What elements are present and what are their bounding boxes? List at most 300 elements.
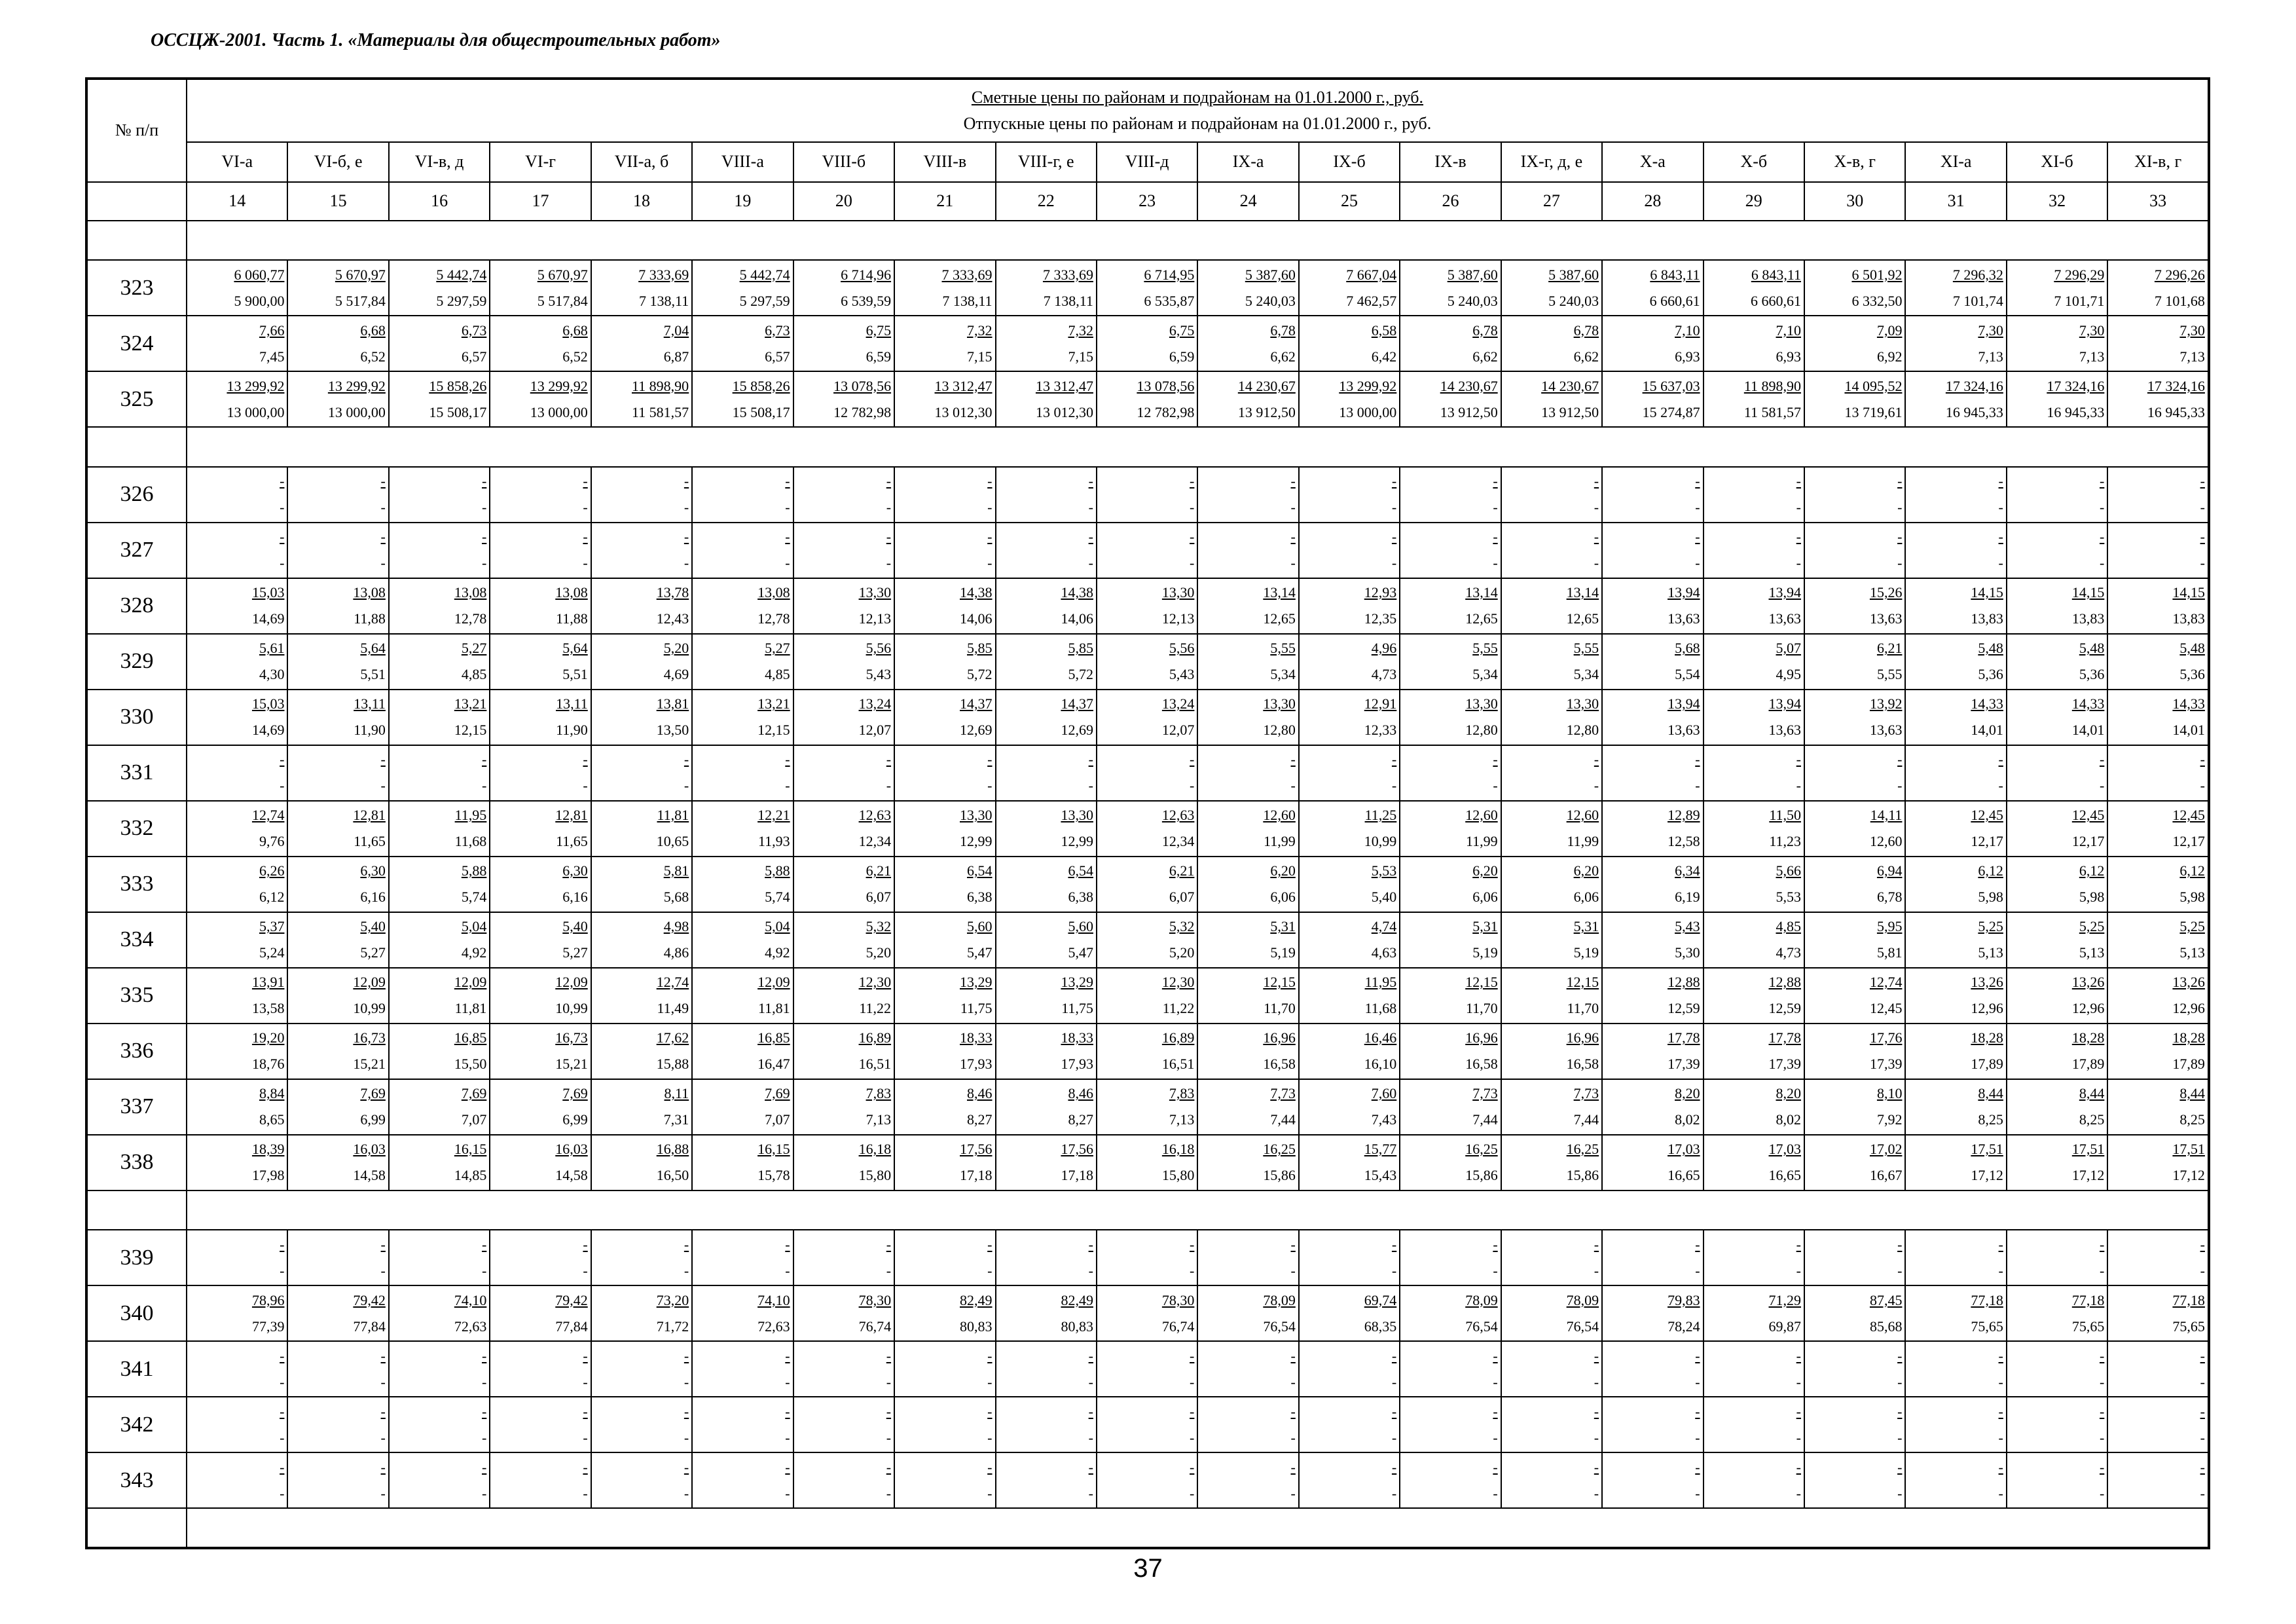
release-price: -: [1190, 1373, 1195, 1390]
price-cell: [2107, 1230, 2209, 1285]
estimated-price: 77,18: [2071, 1291, 2105, 1308]
release-price: -: [1088, 1373, 1093, 1390]
price-cell: [894, 578, 995, 634]
price-cell: [1197, 1341, 1298, 1397]
estimated-price: 7 296,29: [2054, 266, 2105, 283]
release-price: -: [1695, 499, 1700, 516]
row-number: 343: [86, 1452, 187, 1508]
price-cell: [793, 260, 894, 316]
release-price: 5 240,03: [1548, 292, 1599, 309]
price-cell: [389, 467, 490, 523]
estimated-price: 6,30: [562, 862, 588, 879]
release-price: 7,13: [2179, 348, 2205, 365]
price-cell: [389, 523, 490, 578]
price-cell: [1704, 968, 1804, 1024]
price-cell: [1804, 968, 1905, 1024]
estimated-price: 14,11: [1870, 807, 1903, 824]
row-number: 325: [86, 371, 187, 427]
release-price: 77,39: [251, 1318, 285, 1335]
price-cell: [1097, 1135, 1197, 1190]
estimated-price: 12,63: [858, 807, 892, 824]
price-cell: [1501, 1135, 1602, 1190]
price-cell: [1704, 1397, 1804, 1452]
price-cell: [187, 1397, 287, 1452]
release-price: 5,34: [1573, 666, 1599, 683]
release-price: -: [1088, 1485, 1093, 1502]
release-price: 11,49: [657, 1000, 689, 1017]
estimated-price: 5 670,97: [335, 266, 386, 283]
estimated-price: 77,18: [2172, 1291, 2205, 1308]
price-cell: [187, 260, 287, 316]
row-number: 331: [86, 745, 187, 801]
release-price: 17,89: [2071, 1056, 2105, 1073]
price-cell: [1804, 690, 1905, 745]
document-header: ОССЦЖ-2001. Часть 1. «Материалы для общестроительных работ»: [151, 30, 721, 50]
price-cell: [1400, 1230, 1501, 1285]
price-cell: [692, 523, 793, 578]
release-price: -: [683, 1485, 689, 1502]
price-cell: [591, 1079, 692, 1135]
release-price: -: [1796, 1485, 1801, 1502]
estimated-price: 18,33: [960, 1029, 993, 1046]
price-cell: [996, 1397, 1097, 1452]
row-number: 336: [86, 1024, 187, 1079]
release-price: -: [886, 1485, 892, 1502]
estimated-price: 8,20: [1675, 1085, 1700, 1102]
release-price: -: [2200, 1262, 2205, 1279]
release-price: 6,59: [866, 348, 892, 365]
release-price: 5,13: [1978, 944, 2003, 961]
estimated-price: -: [1088, 1403, 1093, 1420]
estimated-price: 13,94: [1768, 584, 1801, 601]
price-cell: [1602, 316, 1703, 371]
price-cell: [1299, 801, 1400, 857]
district-header: VI-г: [490, 142, 591, 182]
row-number: 324: [86, 316, 187, 371]
estimated-price: -: [2200, 1458, 2205, 1475]
release-price: 5,24: [259, 944, 285, 961]
row-number: 333: [86, 857, 187, 912]
release-price: 4,73: [1371, 666, 1397, 683]
estimated-price: -: [1897, 528, 1903, 545]
district-header: X-б: [1704, 142, 1804, 182]
release-price: 5,34: [1270, 666, 1296, 683]
price-cell: [2107, 745, 2209, 801]
price-cell: [1804, 745, 1905, 801]
estimated-price: 6 843,11: [1650, 266, 1700, 283]
release-price: 5,47: [1068, 944, 1093, 961]
estimated-price: 12,81: [555, 807, 588, 824]
estimated-price: -: [583, 751, 588, 768]
estimated-price: 7,10: [1675, 322, 1700, 339]
column-number: 32: [2007, 182, 2107, 221]
estimated-price: 6,68: [360, 322, 386, 339]
price-cell: [692, 912, 793, 968]
estimated-price: -: [886, 1403, 892, 1420]
price-cell: [996, 1230, 1097, 1285]
column-number: 28: [1602, 182, 1703, 221]
release-price: 7,13: [1169, 1111, 1195, 1128]
estimated-price: -: [1998, 1236, 2003, 1253]
estimated-price: -: [380, 528, 386, 545]
estimated-price: -: [481, 1403, 487, 1420]
release-price: 10,99: [555, 1000, 588, 1017]
price-cell: [692, 1285, 793, 1341]
release-price: -: [380, 777, 386, 794]
release-price: 5,36: [1978, 666, 2003, 683]
estimated-price: -: [1695, 1347, 1700, 1364]
price-cell: [1097, 1452, 1197, 1508]
release-price: 6,12: [259, 889, 285, 906]
price-cell: [1097, 371, 1197, 427]
price-cell: [1602, 1285, 1703, 1341]
price-cell: [996, 1341, 1097, 1397]
price-cell: [1704, 371, 1804, 427]
column-number: 33: [2107, 182, 2209, 221]
table-row: [86, 1024, 2209, 1079]
estimated-price: -: [1998, 473, 2003, 490]
estimated-price: 7,73: [1472, 1085, 1498, 1102]
release-price: -: [1594, 1373, 1599, 1390]
row-number: 327: [86, 523, 187, 578]
release-price: 11,99: [1264, 833, 1296, 850]
release-price: -: [1290, 1429, 1296, 1446]
release-price: 5 297,59: [436, 292, 487, 309]
estimated-price: 15 858,26: [429, 377, 487, 394]
release-price: -: [1493, 1373, 1498, 1390]
release-price: 5,34: [1472, 666, 1498, 683]
estimated-price: 15,77: [1364, 1141, 1397, 1158]
estimated-price: 17 324,16: [2147, 377, 2205, 394]
price-cell: [187, 1341, 287, 1397]
estimated-price: -: [1897, 1403, 1903, 1420]
estimated-price: -: [2099, 473, 2105, 490]
release-price: 5,51: [562, 666, 588, 683]
release-price: 17,93: [960, 1056, 993, 1073]
release-price: 7 101,71: [2054, 292, 2105, 309]
release-price: 11,90: [354, 722, 386, 739]
release-price: -: [886, 555, 892, 572]
release-price: -: [481, 555, 487, 572]
price-cell: [894, 745, 995, 801]
release-price: -: [1391, 1429, 1397, 1446]
release-price: -: [481, 1485, 487, 1502]
release-price: 5,19: [1472, 944, 1498, 961]
release-price: 5,98: [2179, 889, 2205, 906]
price-cell: [996, 745, 1097, 801]
estimated-price: 16,15: [757, 1141, 790, 1158]
release-price: 5,54: [1675, 666, 1700, 683]
price-cell: [894, 912, 995, 968]
estimated-price: 82,49: [960, 1291, 993, 1308]
estimated-price: 5,55: [1472, 640, 1498, 657]
estimated-price: 5,04: [765, 918, 790, 935]
row-number: 323: [86, 260, 187, 316]
release-price: -: [1796, 499, 1801, 516]
estimated-price: 16,46: [1364, 1029, 1397, 1046]
release-price: 12,45: [1869, 1000, 1903, 1017]
price-cell: [389, 1135, 490, 1190]
price-cell: [1197, 1397, 1298, 1452]
estimated-price: -: [2200, 528, 2205, 545]
price-cell: [692, 745, 793, 801]
release-price: 11,23: [1769, 833, 1801, 850]
release-price: 12,59: [1667, 1000, 1700, 1017]
estimated-price: 12,63: [1161, 807, 1195, 824]
price-cell: [1602, 857, 1703, 912]
release-price: 15 508,17: [732, 403, 790, 420]
price-cell: [1704, 801, 1804, 857]
release-price: 11,70: [1466, 1000, 1498, 1017]
estimated-price: 12,93: [1364, 584, 1397, 601]
price-cell: [1097, 634, 1197, 690]
estimated-price: 7 333,69: [1042, 266, 1093, 283]
estimated-price: 17,78: [1667, 1029, 1700, 1046]
estimated-price: 8,84: [259, 1085, 285, 1102]
district-header: XI-в, г: [2107, 142, 2209, 182]
price-cell: [1804, 1341, 1905, 1397]
estimated-price: 5 387,60: [1548, 266, 1599, 283]
estimated-price: -: [2099, 1403, 2105, 1420]
release-price: -: [1391, 499, 1397, 516]
price-cell: [692, 690, 793, 745]
release-price: 5,40: [1371, 889, 1397, 906]
estimated-price: 12,30: [1161, 974, 1195, 991]
district-header: XI-а: [1905, 142, 2006, 182]
price-cell: [1299, 1452, 1400, 1508]
price-cell: [1905, 1024, 2006, 1079]
price-cell: [1197, 316, 1298, 371]
price-cell: [1197, 634, 1298, 690]
estimated-price: 5,32: [866, 918, 892, 935]
price-cell: [591, 912, 692, 968]
release-price: 75,65: [1971, 1318, 2003, 1335]
estimated-price: 7,73: [1270, 1085, 1296, 1102]
release-price: -: [1594, 555, 1599, 572]
release-price: 13 012,30: [1035, 403, 1093, 420]
release-price: -: [1796, 1429, 1801, 1446]
price-cell: [1501, 316, 1602, 371]
release-price: 6,38: [967, 889, 993, 906]
estimated-price: -: [1190, 528, 1195, 545]
release-price: 14,58: [353, 1167, 386, 1184]
release-price: 5,43: [866, 666, 892, 683]
release-price: -: [1695, 1429, 1700, 1446]
price-cell: [1704, 1230, 1804, 1285]
price-cell: [996, 1285, 1097, 1341]
release-price: -: [2099, 1485, 2105, 1502]
release-price: 11,81: [454, 1000, 487, 1017]
estimated-price: 19,20: [251, 1029, 285, 1046]
release-price: -: [380, 1429, 386, 1446]
district-header: IX-б: [1299, 142, 1400, 182]
price-cell: [591, 316, 692, 371]
price-cell: [1905, 857, 2006, 912]
row-number: 337: [86, 1079, 187, 1135]
estimated-price: 7,32: [967, 322, 993, 339]
price-cell: [1804, 1230, 1905, 1285]
release-price: 12,17: [2172, 833, 2205, 850]
estimated-price: -: [1088, 1236, 1093, 1253]
release-price: 12,78: [757, 610, 790, 627]
release-price: 12,17: [1971, 833, 2003, 850]
release-price: -: [785, 1485, 790, 1502]
estimated-price: 13,26: [2172, 974, 2205, 991]
price-cell: [490, 523, 591, 578]
release-price: 5 517,84: [335, 292, 386, 309]
price-cell: [1097, 801, 1197, 857]
estimated-price: -: [1493, 1347, 1498, 1364]
price-cell: [1804, 1024, 1905, 1079]
estimated-price: 16,03: [353, 1141, 386, 1158]
release-price: 14,06: [1061, 610, 1093, 627]
estimated-price: 13,78: [656, 584, 689, 601]
release-price: 13 012,30: [934, 403, 993, 420]
release-price: 6 660,61: [1751, 292, 1801, 309]
column-number: 30: [1804, 182, 1905, 221]
release-price: 5 240,03: [1245, 292, 1296, 309]
release-price: 6,59: [1169, 348, 1195, 365]
release-price: 16 945,33: [2047, 403, 2105, 420]
estimated-price: -: [1695, 528, 1700, 545]
estimated-price: 13,30: [1263, 695, 1296, 712]
estimated-price: 12,45: [1971, 807, 2003, 824]
price-cell: [1501, 857, 1602, 912]
price-cell: [591, 1230, 692, 1285]
release-price: 6,87: [663, 348, 689, 365]
release-price: -: [1998, 1373, 2003, 1390]
price-cell: [187, 578, 287, 634]
release-price: -: [481, 499, 487, 516]
price-cell: [2107, 316, 2209, 371]
row-number: 332: [86, 801, 187, 857]
price-cell: [2007, 1079, 2107, 1135]
estimated-price: -: [886, 751, 892, 768]
estimated-price: 12,09: [353, 974, 386, 991]
release-price: 12,35: [1364, 610, 1397, 627]
price-cell: [1905, 1452, 2006, 1508]
estimated-price: 6,68: [562, 322, 588, 339]
release-price: -: [1796, 555, 1801, 572]
price-cell: [793, 745, 894, 801]
estimated-price: -: [583, 1236, 588, 1253]
estimated-price: 4,98: [663, 918, 689, 935]
release-price: -: [1493, 777, 1498, 794]
estimated-price: -: [2099, 528, 2105, 545]
price-cell: [894, 857, 995, 912]
release-price: 12,78: [454, 610, 487, 627]
price-cell: [591, 523, 692, 578]
release-price: -: [683, 499, 689, 516]
estimated-price: 7,04: [663, 322, 689, 339]
price-cell: [1197, 968, 1298, 1024]
estimated-price: -: [886, 528, 892, 545]
release-price: -: [1897, 1485, 1903, 1502]
release-price: 12,34: [858, 833, 892, 850]
estimated-price: -: [380, 473, 386, 490]
price-cell: [2107, 578, 2209, 634]
estimated-price: 12,09: [757, 974, 790, 991]
estimated-price: 13,11: [354, 695, 386, 712]
estimated-price: 6,94: [1876, 862, 1903, 879]
row-number: 341: [86, 1341, 187, 1397]
estimated-price: 13 312,47: [1035, 377, 1093, 394]
estimated-price: -: [1391, 1458, 1397, 1475]
price-cell: [1299, 467, 1400, 523]
price-cell: [1602, 690, 1703, 745]
estimated-price: -: [2099, 1458, 2105, 1475]
release-price: 12,58: [1667, 833, 1700, 850]
price-cell: [490, 745, 591, 801]
estimated-price: 12,74: [656, 974, 689, 991]
release-price: 6,93: [1675, 348, 1700, 365]
price-cell: [894, 1230, 995, 1285]
price-cell: [2007, 371, 2107, 427]
release-price: 12,65: [1566, 610, 1599, 627]
release-price: -: [1088, 499, 1093, 516]
release-price: -: [1391, 1262, 1397, 1279]
estimated-price: 17,76: [1869, 1029, 1903, 1046]
price-cell: [591, 857, 692, 912]
estimated-price: -: [481, 528, 487, 545]
estimated-price: 11,25: [1364, 807, 1397, 824]
estimated-price: 4,96: [1371, 640, 1397, 657]
title-estimated-prices: Сметные цены по районам и подрайонам на 01.01.2000 г., руб.: [971, 88, 1424, 107]
release-price: 10,99: [353, 1000, 386, 1017]
estimated-price: -: [1695, 1236, 1700, 1253]
release-price: 10,99: [1364, 833, 1397, 850]
release-price: 4,69: [663, 666, 689, 683]
release-price: 5,98: [1978, 889, 2003, 906]
release-price: -: [1493, 1485, 1498, 1502]
estimated-price: -: [1897, 751, 1903, 768]
release-price: 13 000,00: [227, 403, 285, 420]
estimated-price: 5,55: [1573, 640, 1599, 657]
estimated-price: 12,09: [454, 974, 487, 991]
release-price: 7,45: [259, 348, 285, 365]
price-cell: [287, 1024, 388, 1079]
price-cell: [1400, 1135, 1501, 1190]
estimated-price: 5,88: [461, 862, 487, 879]
row-number: 326: [86, 467, 187, 523]
column-number: 18: [591, 182, 692, 221]
release-price: 7,31: [663, 1111, 689, 1128]
row-number: 342: [86, 1397, 187, 1452]
release-price: 4,63: [1371, 944, 1397, 961]
price-cell: [894, 1452, 995, 1508]
price-cell: [1299, 1079, 1400, 1135]
release-price: 6,16: [360, 889, 386, 906]
district-header: IX-а: [1197, 142, 1298, 182]
estimated-price: 11,50: [1769, 807, 1801, 824]
price-cell: [1097, 1079, 1197, 1135]
release-price: -: [785, 499, 790, 516]
estimated-price: 13,11: [556, 695, 588, 712]
estimated-price: 12,21: [757, 807, 790, 824]
price-cell: [1501, 801, 1602, 857]
release-price: 16,65: [1768, 1167, 1801, 1184]
estimated-price: -: [1695, 1458, 1700, 1475]
price-cell: [1400, 467, 1501, 523]
release-price: -: [1088, 555, 1093, 572]
release-price: -: [987, 1485, 993, 1502]
price-cell: [187, 371, 287, 427]
release-price: 14,06: [960, 610, 993, 627]
release-price: -: [280, 555, 285, 572]
price-cell: [187, 690, 287, 745]
price-cell: [894, 371, 995, 427]
header-row-column-numbers: [86, 182, 2209, 221]
